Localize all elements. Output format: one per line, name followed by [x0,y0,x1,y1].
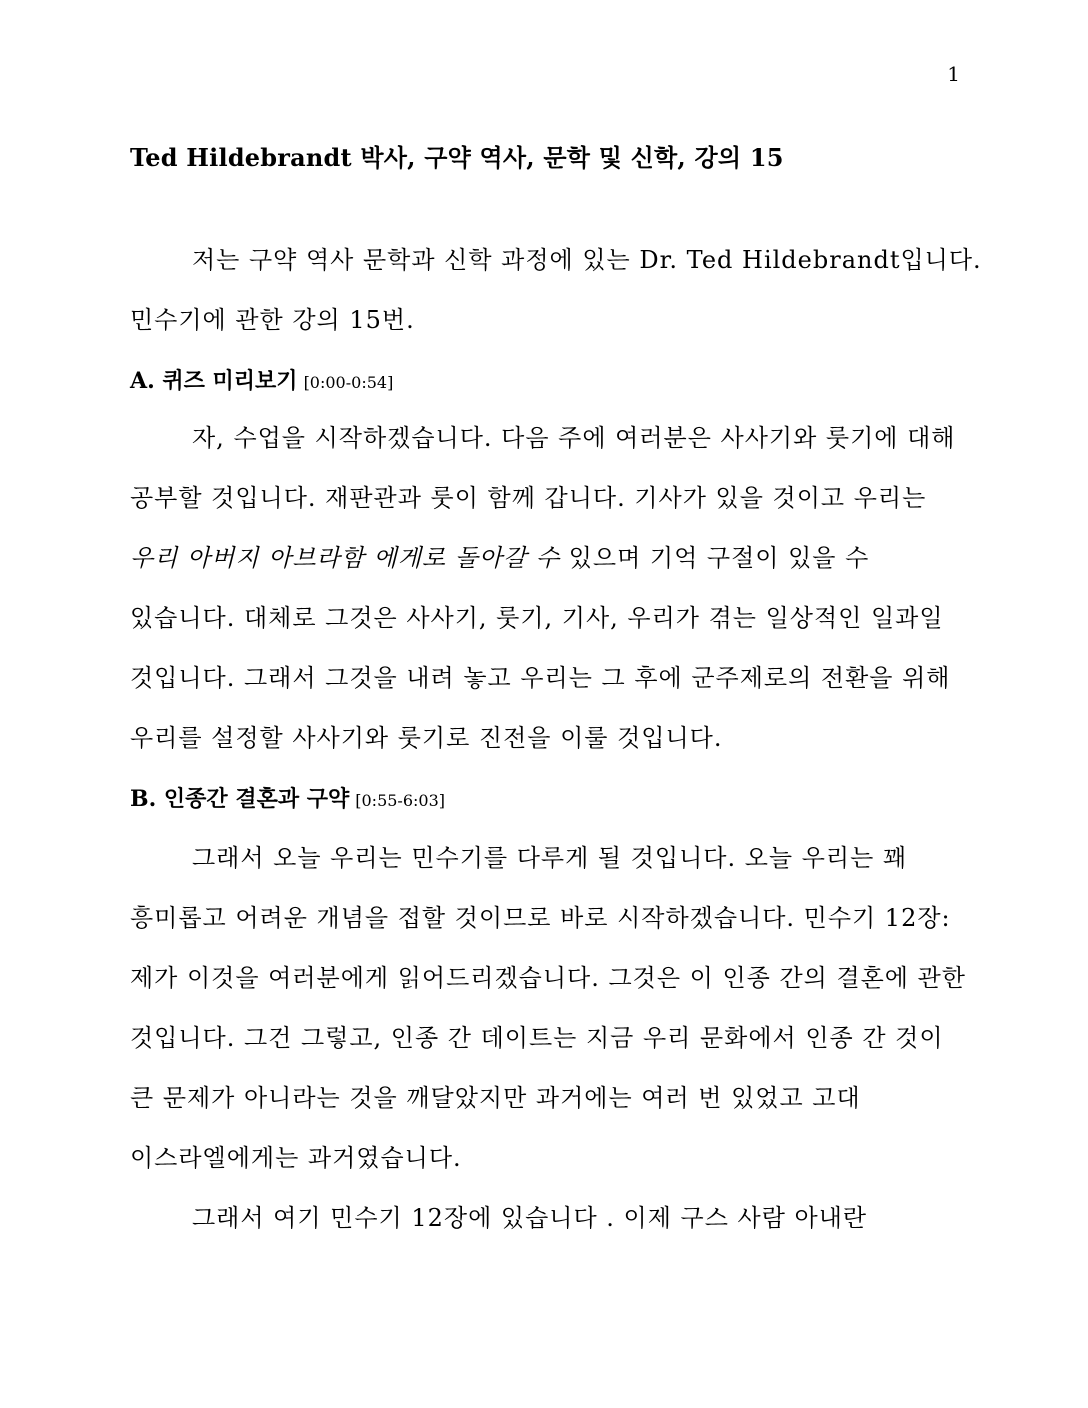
page-title: Ted Hildebrandt 박사, 구약 역사, 문학 및 신학, 강의 15 [130,143,784,172]
section-a-heading-text: A. 퀴즈 미리보기 [130,368,298,394]
intro-line-2: 민수기에 관한 강의 15번. [130,306,415,334]
section-b-heading-text: B. 인종간 결혼과 구약 [130,786,350,812]
page-number: 1 [947,62,960,86]
intro-line-1: 저는 구약 역사 문학과 신학 과정에 있는 Dr. Ted Hildebrandt입니다. [192,246,982,274]
section-a-line-5: 것입니다. 그래서 그것을 내려 놓고 우리는 그 후에 군주제로의 전환을 위해 [130,664,951,692]
scripture-phrase: 우리 아버지 아브라함 에게로 돌아갈 수 [130,544,561,572]
section-b-line-7: 그래서 여기 민수기 12장에 있습니다 . 이제 구스 사람 아내란 [192,1204,868,1232]
section-b-line-5: 큰 문제가 아니라는 것을 깨달았지만 과거에는 여러 번 있었고 고대 [130,1084,861,1112]
section-b-line-4: 것입니다. 그건 그렇고, 인종 간 데이트는 지금 우리 문화에서 인종 간 것이 [130,1024,944,1052]
section-a-line-4: 있습니다. 대체로 그것은 사사기, 룻기, 기사, 우리가 겪는 일상적인 일과일 [130,604,944,632]
section-b-line-3: 제가 이것을 여러분에게 읽어드리겠습니다. 그것은 이 인종 간의 결혼에 관한 [130,964,966,992]
section-a-line-1: 자, 수업을 시작하겠습니다. 다음 주에 여러분은 사사기와 룻기에 대해 [192,424,956,452]
section-b-timestamp: [0:55-6:03] [355,791,445,810]
section-a-line-2: 공부할 것입니다. 재판관과 룻이 함께 갑니다. 기사가 있을 것이고 우리는 [130,484,927,512]
section-b-line-2: 흥미롭고 어려운 개념을 접할 것이므로 바로 시작하겠습니다. 민수기 12장: [130,904,951,932]
section-a-heading [130,364,393,395]
section-a-line-3-rest: 있으며 기억 구절이 있을 수 [560,544,870,572]
section-a-line-3 [130,538,869,573]
section-b-line-6: 이스라엘에게는 과거였습니다. [130,1144,462,1172]
section-a-line-6: 우리를 설정할 사사기와 룻기로 진전을 이룰 것입니다. [130,724,723,752]
section-b-line-1: 그래서 오늘 우리는 민수기를 다루게 될 것입니다. 오늘 우리는 꽤 [192,844,908,872]
section-a-timestamp: [0:00-0:54] [303,373,394,392]
section-b-heading [130,782,445,813]
